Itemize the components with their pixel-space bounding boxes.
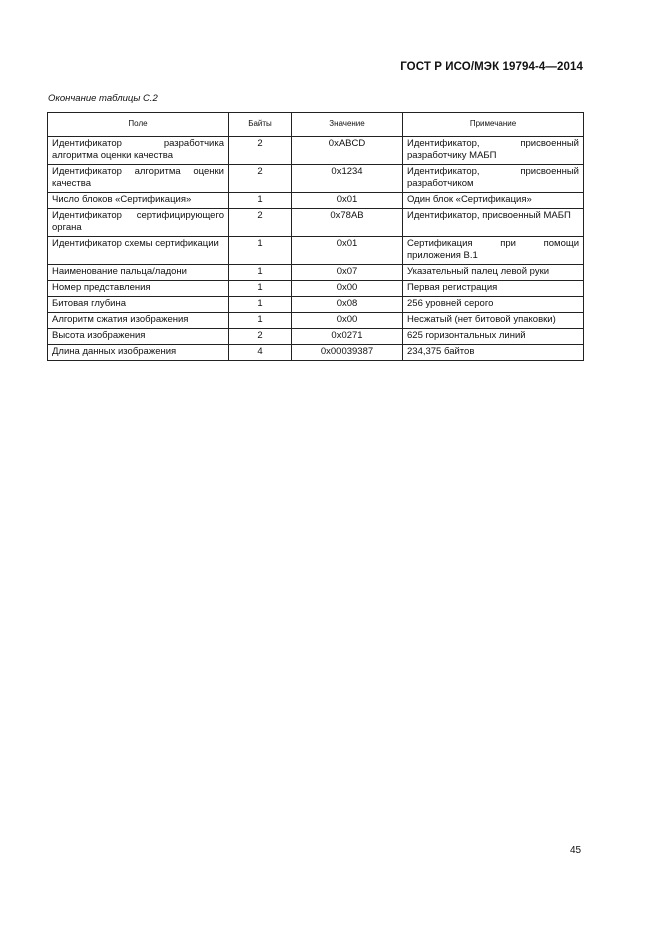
cell-field: Идентификатор схемы сертификации	[48, 237, 229, 265]
cell-note: Идентификатор, присвоенный МАБП	[403, 209, 584, 237]
table-row	[48, 209, 584, 237]
cell-field: Идентификатор сертифицирующего органа	[48, 209, 229, 237]
table-row	[48, 345, 584, 361]
table-header-row	[48, 113, 584, 137]
table-row	[48, 281, 584, 297]
data-table	[47, 112, 584, 361]
cell-note: Идентификатор, присвоенный разработчиком	[403, 165, 584, 193]
cell-note: Сертификация при помощи приложения В.1	[403, 237, 584, 265]
cell-value: 0x00039387	[292, 345, 403, 361]
cell-bytes: 1	[229, 297, 292, 313]
column-header-value: Значение	[292, 113, 403, 137]
cell-note: Указательный палец левой руки	[403, 265, 584, 281]
table-row	[48, 165, 584, 193]
cell-note: 234,375 байтов	[403, 345, 584, 361]
cell-bytes: 2	[229, 209, 292, 237]
cell-note: Первая регистрация	[403, 281, 584, 297]
cell-field: Высота изображения	[48, 329, 229, 345]
cell-bytes: 1	[229, 237, 292, 265]
table-row	[48, 329, 584, 345]
cell-note: Один блок «Сертификация»	[403, 193, 584, 209]
column-header-note: Примечание	[403, 113, 584, 137]
cell-field: Длина данных изображения	[48, 345, 229, 361]
column-header-bytes: Байты	[229, 113, 292, 137]
cell-value: 0x08	[292, 297, 403, 313]
cell-bytes: 1	[229, 193, 292, 209]
cell-field: Алгоритм сжатия изображения	[48, 313, 229, 329]
cell-field: Идентификатор алгоритма оценки качества	[48, 165, 229, 193]
cell-field: Битовая глубина	[48, 297, 229, 313]
cell-field: Наименование пальца/ладони	[48, 265, 229, 281]
table-row	[48, 313, 584, 329]
cell-bytes: 4	[229, 345, 292, 361]
cell-bytes: 2	[229, 329, 292, 345]
cell-note: Идентификатор, присвоенный разработчику МАБП	[403, 137, 584, 165]
table-body	[48, 137, 584, 361]
cell-bytes: 1	[229, 265, 292, 281]
table-row	[48, 137, 584, 165]
cell-value: 0x01	[292, 193, 403, 209]
page-number: 45	[570, 845, 582, 856]
table-row	[48, 297, 584, 313]
column-header-field: Поле	[48, 113, 229, 137]
cell-value: 0x00	[292, 281, 403, 297]
table-row	[48, 193, 584, 209]
cell-bytes: 2	[229, 165, 292, 193]
table-row	[48, 265, 584, 281]
cell-bytes: 1	[229, 281, 292, 297]
cell-bytes: 2	[229, 137, 292, 165]
cell-value: 0x1234	[292, 165, 403, 193]
table-caption: Окончание таблицы С.2	[48, 93, 158, 104]
cell-value: 0x01	[292, 237, 403, 265]
cell-note: Несжатый (нет битовой упаковки)	[403, 313, 584, 329]
cell-value: 0x78AB	[292, 209, 403, 237]
cell-bytes: 1	[229, 313, 292, 329]
cell-value: 0xABCD	[292, 137, 403, 165]
cell-value: 0x0271	[292, 329, 403, 345]
cell-value: 0x00	[292, 313, 403, 329]
cell-field: Номер представления	[48, 281, 229, 297]
cell-field: Идентификатор разработчика алгоритма оценки качества	[48, 137, 229, 165]
cell-field: Число блоков «Сертификация»	[48, 193, 229, 209]
cell-note: 625 горизонтальных линий	[403, 329, 584, 345]
cell-value: 0x07	[292, 265, 403, 281]
table-row	[48, 237, 584, 265]
cell-note: 256 уровней серого	[403, 297, 584, 313]
document-header: ГОСТ Р ИСО/МЭК 19794-4—2014	[400, 61, 583, 73]
